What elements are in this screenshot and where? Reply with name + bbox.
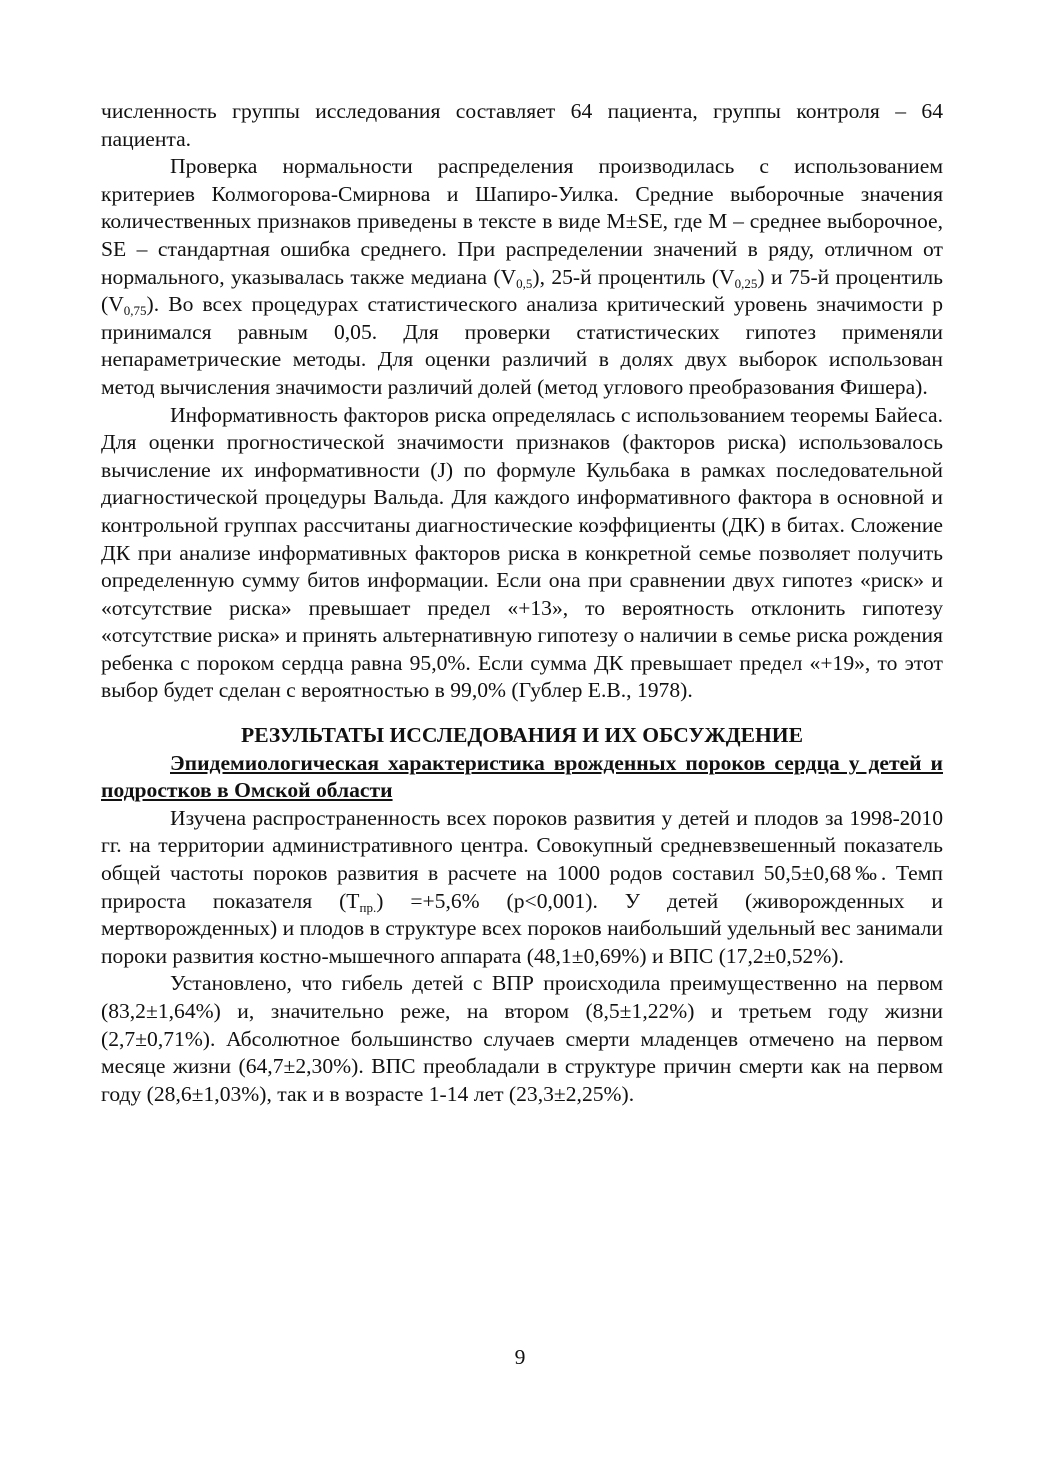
- text-fragment: ) =+5,6% (p<0,001). У детей (живорожденных и мертворожденных) и плодов в структуре всех пороков наибольший удельный вес занимали пороки развития костно-мышечного аппарата (48,1±0,69%) и ВПС (17,2±0,52%).: [101, 888, 943, 968]
- text-fragment: Проверка нормальности распределения производилась с использованием критериев Колмогорова-Смирнова и Шапиро-Уилка. Средние выборочные значения количественных признаков приведены в тексте в виде M±SE, где M – среднее выборочное, SE – стандартная ошибка среднего. При распределении значений в ряду, отличном от нормального, указывалась также медиана (V: [101, 154, 943, 289]
- text-fragment: ). Во всех процедурах статистического анализа критический уровень значимости p принимался равным 0,05. Для проверки статистических гипотез применяли непараметрические методы. Для оценки различий в долях двух выборок использован метод вычисления значимости различий долей (метод углового преобразования Фишера).: [101, 292, 943, 399]
- paragraph-normality-testing: [101, 153, 943, 401]
- paragraph-prevalence: [101, 805, 943, 971]
- text-fragment: ) и 75-й процентиль (V: [101, 264, 944, 317]
- paragraph-sample-size: численность группы исследования составляет 64 пациента, группы контроля – 64 пациента.: [101, 99, 943, 151]
- subscript: 0,75: [123, 303, 147, 319]
- subscript: 0,5: [516, 275, 533, 291]
- subscript: 0,25: [734, 275, 758, 291]
- text-fragment: Изучена распространенность всех пороков развития у детей и плодов за 1998-2010 гг. на территории административного центра. Совокупный средневзвешенный показатель общей частоты пороков развития в расчете на 1000 родов составил 50,5±0,68‰. Темп прироста показателя (Т: [101, 805, 943, 913]
- paragraph-risk-factors: Информативность факторов риска определялась с использованием теоремы Байеса. Для оценки прогностической значимости признаков (факторов риска) использовалось вычисление их информативности (J) по формуле Кульбака в рамках последовательной диагностической процедуры Вальда. Для каждого информативного фактора в основной и контрольной группах рассчитаны диагностические коэффициенты (ДК) в битах. Сложение ДК при анализе информативных факторов риска в конкретной семье позволяет получить определенную сумму битов информации. Если она при сравнении двух гипотез «риск» и «отсутствие риска» превышает предел «+13», то вероятность отклонить гипотезу «отсутствие риска» и принять альтернативную гипотезу о наличии в семье риска рождения ребенка с пороком сердца равна 95,0%. Если сумма ДК превышает предел «+19», то этот выбор будет сделан с вероятностью в 99,0% (Гублер Е.В., 1978).: [101, 402, 943, 703]
- section-subheading: Эпидемиологическая характеристика врожденных пороков сердца у детей и подростков в Омской области: [101, 750, 943, 803]
- page-number: 9: [514, 1345, 526, 1369]
- text-fragment: ), 25-й процентиль (V: [532, 264, 735, 289]
- subscript: пр.: [359, 899, 377, 915]
- paragraph-mortality: Установлено, что гибель детей с ВПР происходила преимущественно на первом (83,2±1,64%) и, значительно реже, на втором (8,5±1,22%) и третьем году жизни (2,7±0,71%). Абсолютное большинство случаев смерти младенцев отмечено на первом месяце жизни (64,7±2,30%). ВПС преобладали в структуре причин смерти как на первом году (28,6±1,03%), так и в возрасте 1-14 лет (23,3±2,25%).: [101, 971, 943, 1106]
- section-heading: РЕЗУЛЬТАТЫ ИССЛЕДОВАНИЯ И ИХ ОБСУЖДЕНИЕ: [241, 723, 803, 748]
- document-body: [101, 98, 943, 1108]
